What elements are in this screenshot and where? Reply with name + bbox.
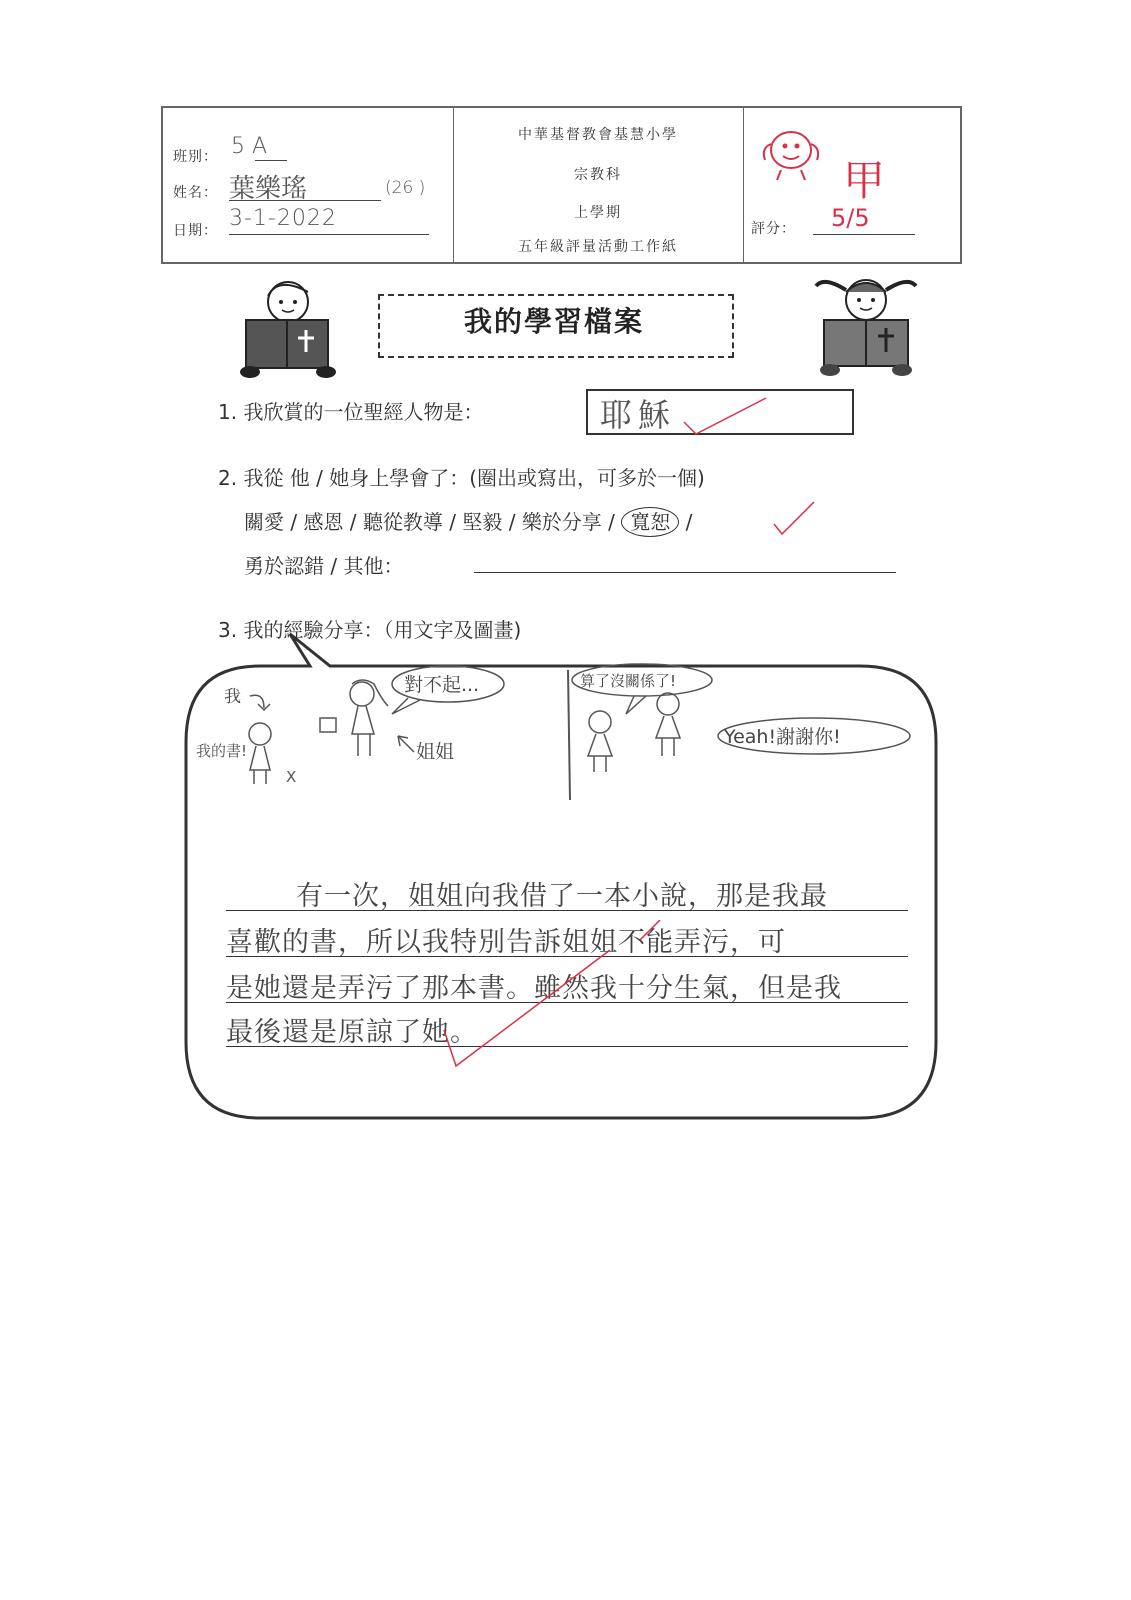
name-underline xyxy=(229,200,381,201)
page-title: 我的學習檔案 xyxy=(463,305,644,338)
question-2-prompt: 2. 我從 他 / 她身上學會了：(圈出或寫出，可多於一個) xyxy=(218,466,705,490)
option-obey[interactable]: 聽從教導 xyxy=(362,510,443,534)
comic-drawing xyxy=(194,660,926,820)
school-name: 中華基督教會基慧小學 xyxy=(518,127,678,143)
date-value: 3-1-2022 xyxy=(229,206,337,231)
girl-reading-icon xyxy=(810,270,920,382)
thanks-bubble: Yeah!謝謝你! xyxy=(724,726,841,748)
option-perseverance[interactable]: 堅毅 xyxy=(462,510,503,534)
option-forgiveness-circled[interactable]: 寬恕 xyxy=(621,507,679,537)
sorry-bubble: 對不起... xyxy=(404,674,480,696)
term-name: 上學期 xyxy=(574,205,622,221)
red-check-mark-2 xyxy=(770,498,820,538)
score-underline xyxy=(813,234,915,235)
date-label: 日期： xyxy=(173,223,218,239)
subject-name: 宗教科 xyxy=(574,167,622,183)
essay-line-3: 是她還是弄污了那本書。雖然我十分生氣，但是我 xyxy=(226,973,842,1004)
option-care[interactable]: 關愛 xyxy=(244,510,284,534)
essay-line-2: 喜歡的書，所以我特別告訴姐姐不能弄污，可 xyxy=(226,927,786,958)
red-check-mark-1 xyxy=(680,396,770,436)
student-number: (26 ) xyxy=(385,178,426,198)
student-info-cell xyxy=(163,108,454,262)
red-check-mark-3 xyxy=(440,920,740,1080)
question-3-prompt: 3. 我的經驗分享：（用文字及圖畫) xyxy=(218,618,522,642)
option-sharing[interactable]: 樂於分享 xyxy=(521,510,602,534)
class-label: 班別： xyxy=(173,149,218,165)
grade-mark: 甲 xyxy=(843,156,886,205)
option-other-label: 其他： xyxy=(343,554,404,578)
other-answer-line xyxy=(474,572,896,573)
score-cell xyxy=(743,108,960,262)
question-2-options-row-2: 勇於認錯 / 其他： xyxy=(244,554,404,578)
me-label: 我 xyxy=(224,687,241,707)
question-1-answer: 耶穌 xyxy=(600,396,677,434)
forgive-bubble: 算了沒關係了! xyxy=(580,672,677,690)
name-value: 葉樂瑤 xyxy=(229,174,308,204)
question-1-prompt: 1. 我欣賞的一位聖經人物是： xyxy=(218,400,484,424)
boy-reading-icon xyxy=(238,276,338,380)
option-gratitude[interactable]: 感恩 xyxy=(303,510,344,534)
option-admit-mistakes[interactable]: 勇於認錯 xyxy=(244,554,324,578)
header-table xyxy=(161,106,962,264)
school-info-cell xyxy=(453,108,744,262)
essay-line-1: 有一次，姐姐向我借了一本小說，那是我最 xyxy=(296,881,828,912)
question-2-options-row-1: 關愛 / 感恩 / 聽從教導 / 堅毅 / 樂於分享 / 寬恕 / xyxy=(244,506,692,535)
my-book-label: 我的書! xyxy=(196,742,248,760)
score-label: 評分： xyxy=(751,221,796,237)
essay-line-4: 最後還是原諒了她。 xyxy=(226,1017,478,1048)
worksheet-title: 五年級評量活動工作紙 xyxy=(518,239,678,255)
class-underline xyxy=(255,160,287,161)
svg-text:X: X xyxy=(286,768,297,786)
score-value: 5/5 xyxy=(831,204,870,232)
name-label: 姓名： xyxy=(173,185,218,201)
sister-label: 姐姐 xyxy=(416,741,455,763)
date-underline xyxy=(229,234,429,235)
class-value: 5 A xyxy=(231,134,268,159)
teacher-stamp-icon xyxy=(753,118,833,188)
